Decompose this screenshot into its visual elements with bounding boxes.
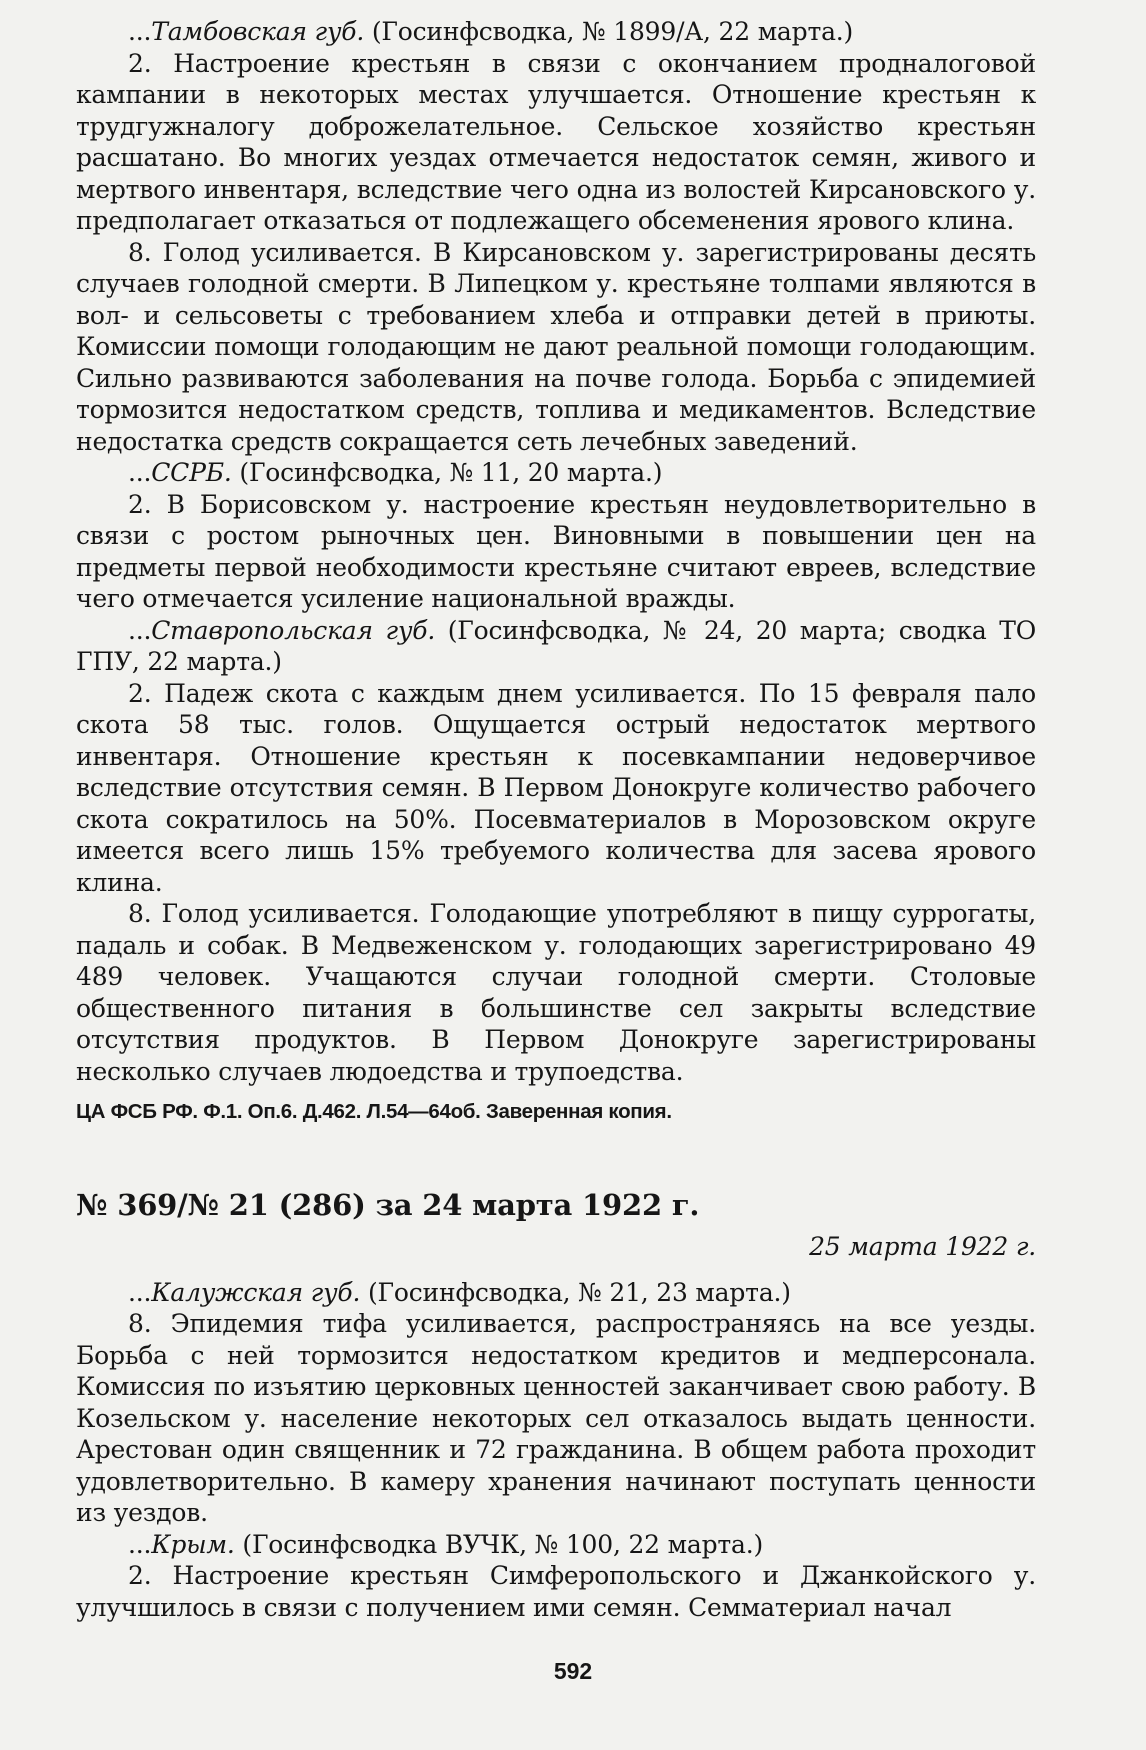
paragraph-tambov-8: 8. Голод усиливается. В Кирсановском у. зарегистрированы десять случаев голодной смерти. В Липецком у. крестьяне толпами являются в вол- и сельсоветы с требованием хлеба и отправки детей в приюты. Комиссии помощи голодающим не дают реальной помощи голодающим. Сильно развиваются заболевания на почве голода. Борьба с эпидемией тормозится недостатком средств, топлива и медикаментов. Вследствие недостатка средств сокращается сеть лечебных заведений. (76, 237, 1036, 456)
source-line-tambov (76, 16, 1036, 48)
source-region: Калужская губ. (151, 1277, 361, 1307)
source-region: Крым. (151, 1529, 235, 1559)
source-dots: ... (128, 458, 152, 487)
source-line-ssrb (76, 457, 1036, 489)
source-dots: ... (128, 615, 152, 645)
source-reference: (Госинфсводка, № 1899/А, 22 марта.) (371, 17, 854, 46)
document-header: № 369/№ 21 (286) за 24 марта 1922 г. (76, 1188, 700, 1222)
source-reference: (Госинфсводка, № 11, 20 марта.) (239, 458, 663, 487)
source-line-stavropol (76, 615, 1036, 678)
source-reference: (Госинфсводка, № 24, 20 марта; сводка ТО ГПУ, 22 марта.) (76, 615, 1037, 676)
source-reference: (Госинфсводка, № 21, 23 марта.) (367, 1277, 791, 1307)
archive-reference: ЦА ФСБ РФ. Ф.1. Оп.6. Д.462. Л.54—64об. Заверенная копия. (76, 1100, 672, 1123)
document-date: 25 марта 1922 г. (809, 1232, 1036, 1261)
source-line-kaluga (76, 1277, 1036, 1309)
page-content (76, 16, 1036, 1623)
paragraph-ssrb-2: 2. В Борисовском у. настроение крестьян неудовлетворительно в связи с ростом рыночных цен. Виновными в повышении цен на предметы первой необходимости крестьяне считают евреев, вследствие чего отмечается усиление национальной вражды. (76, 489, 1036, 613)
source-reference: (Госинфсводка ВУЧК, № 100, 22 марта.) (242, 1529, 764, 1559)
page-number: 592 (553, 1658, 593, 1684)
source-region: Тамбовская губ. (151, 17, 365, 46)
source-line-crimea (76, 1529, 1036, 1561)
source-dots: ... (128, 1529, 152, 1559)
paragraph-kaluga-8: 8. Эпидемия тифа усиливается, распространяясь на все уезды. Борьба с ней тормозится недостатком кредитов и медперсонала. Комиссия по изъятию церковных ценностей заканчивает свою работу. В Козельском у. население некоторых сел отказалось выдать ценности. Арестован один священник и 72 гражданина. В общем работа проходит удовлетворительно. В камеру хранения начинают поступать ценности из уездов. (76, 1309, 1036, 1527)
paragraph-stavropol-8: 8. Голод усиливается. Голодающие употребляют в пищу суррогаты, падаль и собак. В Медвеженском у. голодающих зарегистрировано 49 489 человек. Учащаются случаи голодной смерти. Столовые общественного питания в большинстве сел закрыты вследствие отсутствия продуктов. В Первом Донокруге зарегистрированы несколько случаев людоедства и трупоедства. (76, 899, 1036, 1086)
source-dots: ... (128, 1277, 152, 1307)
paragraph-tambov-2: 2. Настроение крестьян в связи с окончанием продналоговой кампании в некоторых местах улучшается. Отношение крестьян к трудгужналогу доброжелательное. Сельское хозяйство крестьян расшатано. Во многих уездах отмечается недостаток семян, живого и мертвого инвентаря, вследствие чего одна из волостей Кирсановского у. предполагает отказаться от подлежащего обсеменения ярового клина. (76, 48, 1036, 235)
source-region: Ставропольская губ. (151, 615, 436, 645)
source-region: ССРБ. (151, 458, 232, 487)
source-dots: ... (128, 17, 152, 46)
paragraph-crimea-2: 2. Настроение крестьян Симферопольского и Джанкойского у. улучшилось в связи с получением ими семян. Семматериал начал (76, 1561, 1036, 1622)
paragraph-stavropol-2: 2. Падеж скота с каждым днем усиливается. По 15 февраля пало скота 58 тыс. голов. Ощущается острый недостаток мертвого инвентаря. Отношение крестьян к посевкампании недоверчивое вследствие отсутствия семян. В Первом Донокруге количество рабочего скота сократилось на 50%. Посевматериалов в Морозовском округе имеется всего лишь 15% требуемого количества для засева ярового клина. (76, 678, 1036, 897)
